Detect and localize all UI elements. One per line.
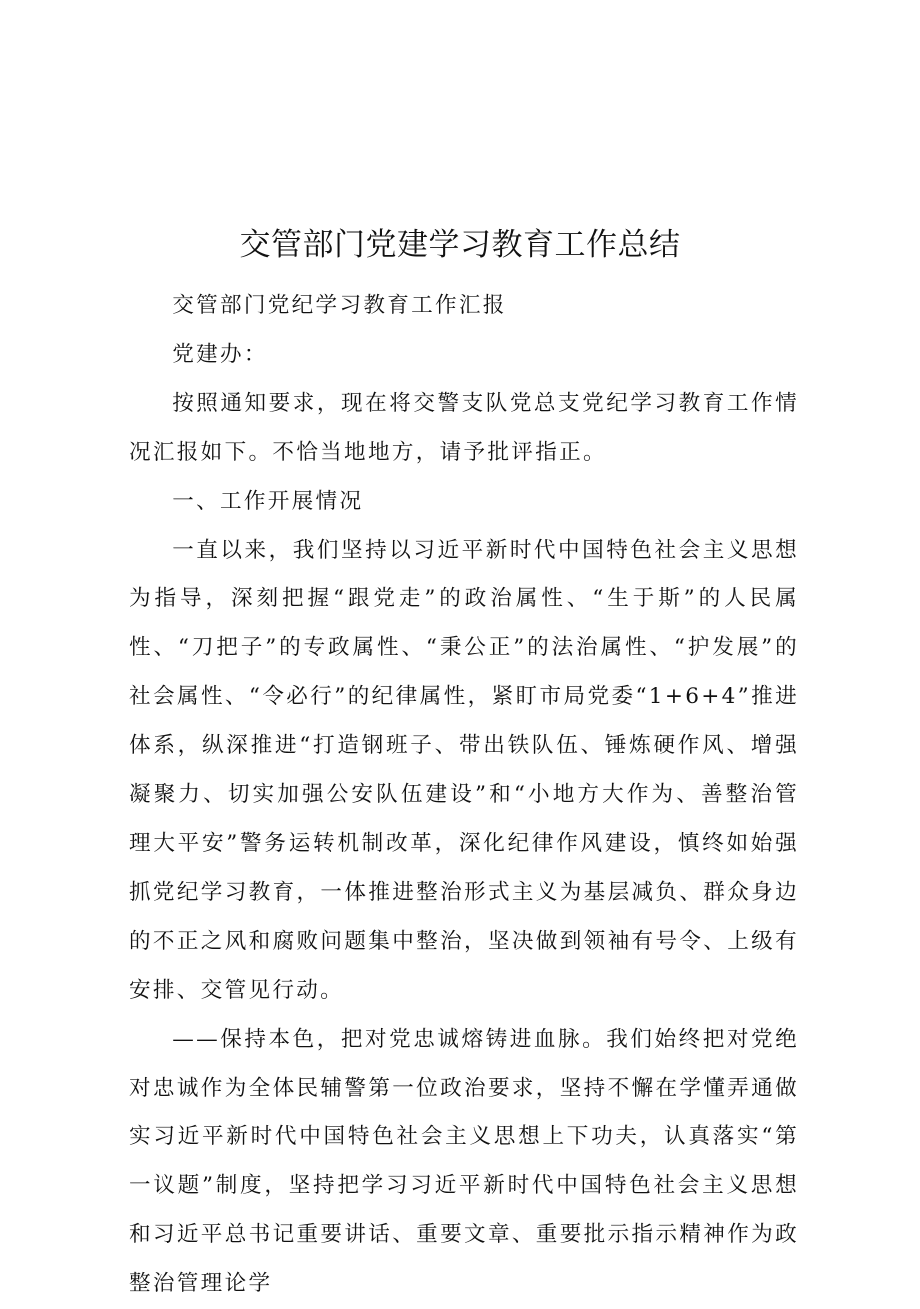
recipient-paragraph: 党建办：	[172, 341, 268, 367]
body-paragraph: ——保持本色，把对党忠诚熔铸进血脉。我们始终把对党绝对忠诚作为全体民辅警第一位政治要求，坚持不懈在学懂弄通做实习近平新时代中国特色社会主义思想上下功夫，认真落实“第一议题”制度，坚持把学习习近平新时代中国特色社会主义思想和习近平总书记重要讲话、重要文章、重要批示指示精神作为政整治管理论学	[129, 1026, 799, 1297]
body-paragraph: 一直以来，我们坚持以习近平新时代中国特色社会主义思想为指导，深刻把握“跟党走”的政治属性、“生于斯”的人民属性、“刀把子”的专政属性、“秉公正”的法治属性、“护发展”的社会属性、“令必行”的纪律属性，紧盯市局党委“1+6+4”推进体系，纵深推进“打造钢班子、带出铁队伍、锤炼硬作风、增强凝聚力、切实加强公安队伍建设”和“小地方大作为、善整治管理大平安”警务运转机制改革，深化纪律作风建设，慎终如始强抓党纪学习教育，一体推进整治形式主义为基层减负、群众身边的不正之风和腐败问题集中整治，坚决做到领袖有号令、上级有安排、交管见行动。	[129, 537, 799, 1003]
section-heading: 一、工作开展情况	[172, 488, 364, 514]
document-title: 交管部门党建学习教育工作总结	[239, 227, 681, 263]
document-body	[129, 282, 799, 1309]
intro-paragraph: 按照通知要求，现在将交警支队党总支党纪学习教育工作情况汇报如下。不恰当地地方，请予批评指正。	[129, 390, 799, 465]
subtitle-paragraph: 交管部门党纪学习教育工作汇报	[172, 293, 507, 318]
